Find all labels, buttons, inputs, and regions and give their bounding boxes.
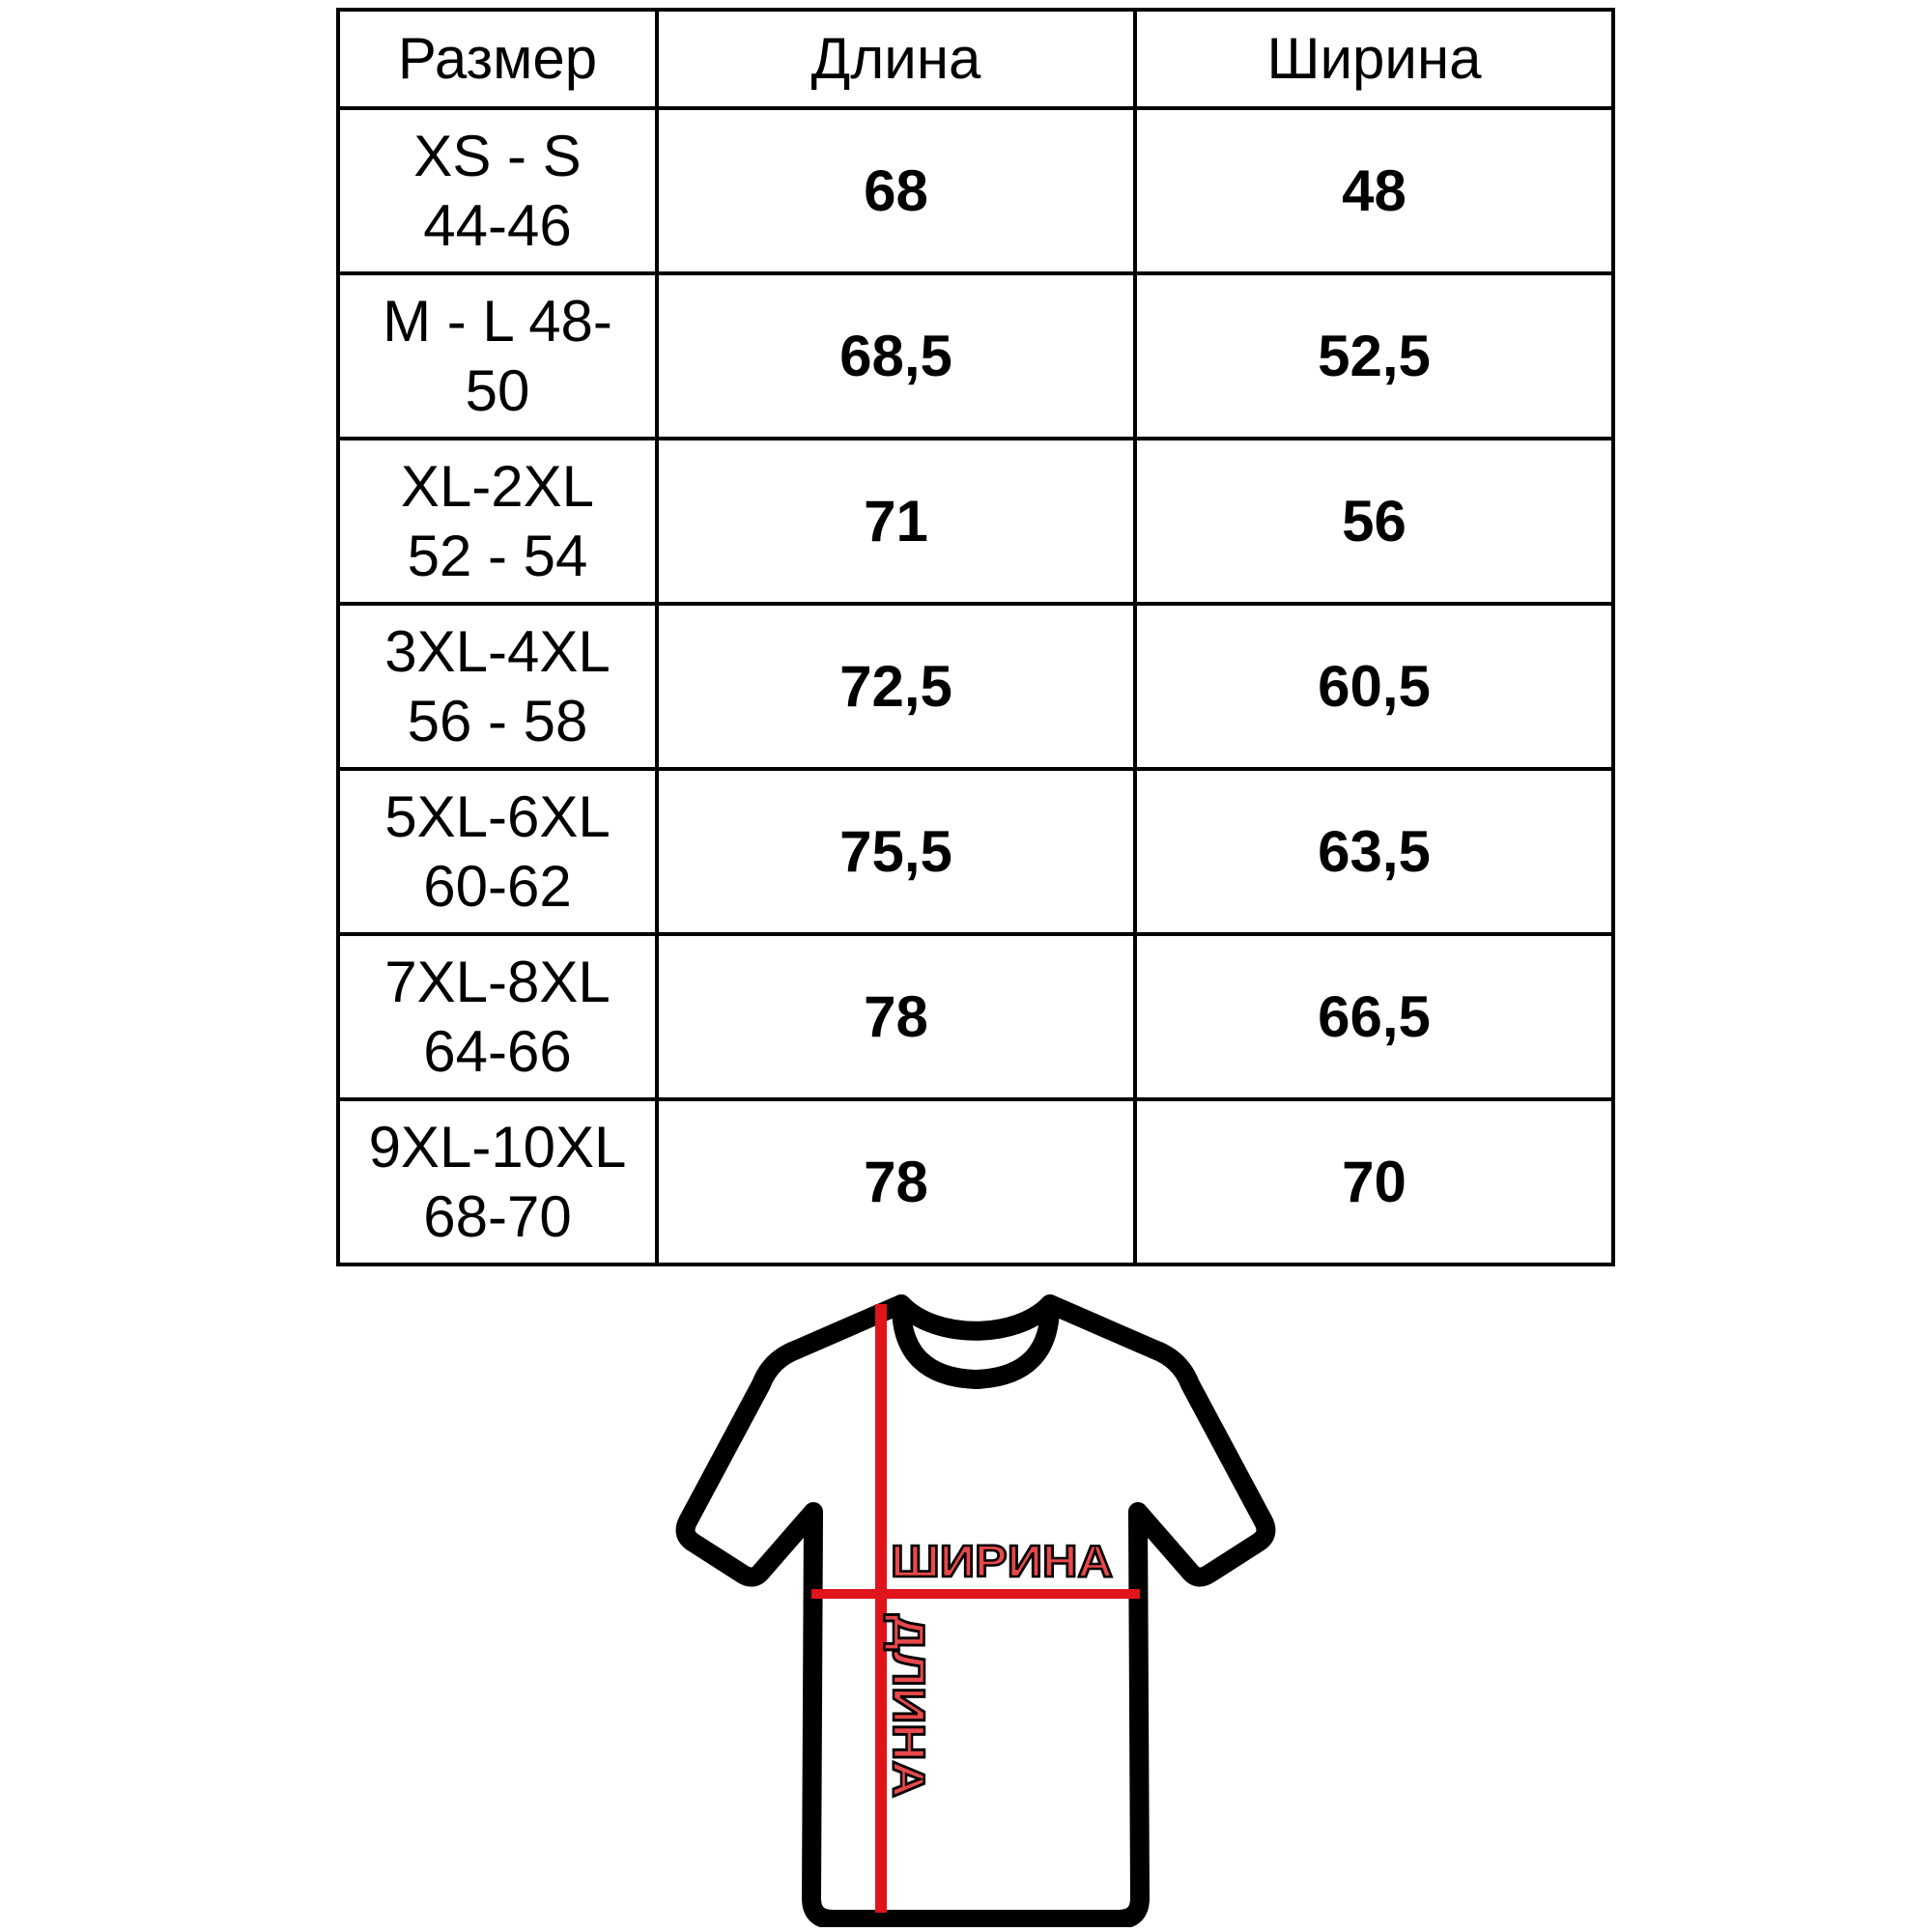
size-cell: 5XL-6XL 60-62 <box>338 769 657 934</box>
table-row <box>338 273 1613 439</box>
header-length: Длина <box>657 10 1135 108</box>
table-row <box>338 934 1613 1099</box>
length-label: ДЛИНА <box>884 1614 934 1774</box>
width-cell: 56 <box>1135 439 1613 604</box>
table-header-row <box>338 10 1613 108</box>
tshirt-measurement-diagram <box>667 1290 1285 1927</box>
header-size: Размер <box>338 10 657 108</box>
tshirt-outline-icon <box>686 1304 1266 1919</box>
table-row <box>338 769 1613 934</box>
width-cell: 66,5 <box>1135 934 1613 1099</box>
width-cell: 63,5 <box>1135 769 1613 934</box>
length-cell: 71 <box>657 439 1135 604</box>
size-cell: 9XL-10XL 68-70 <box>338 1099 657 1264</box>
length-cell: 78 <box>657 934 1135 1099</box>
table-row <box>338 1099 1613 1264</box>
size-cell: XL-2XL 52 - 54 <box>338 439 657 604</box>
width-cell: 70 <box>1135 1099 1613 1264</box>
length-cell: 68,5 <box>657 273 1135 439</box>
length-cell: 68 <box>657 108 1135 273</box>
header-width: Ширина <box>1135 10 1613 108</box>
table-row <box>338 439 1613 604</box>
length-cell: 75,5 <box>657 769 1135 934</box>
size-cell: 7XL-8XL 64-66 <box>338 934 657 1099</box>
length-cell: 72,5 <box>657 604 1135 769</box>
width-cell: 48 <box>1135 108 1613 273</box>
size-chart-table <box>336 8 1615 1266</box>
width-label: ШИРИНА <box>891 1536 1113 1586</box>
table-row <box>338 108 1613 273</box>
width-cell: 60,5 <box>1135 604 1613 769</box>
size-cell: XS - S 44-46 <box>338 108 657 273</box>
size-cell: 3XL-4XL 56 - 58 <box>338 604 657 769</box>
size-cell: M - L 48- 50 <box>338 273 657 439</box>
table-row <box>338 604 1613 769</box>
length-cell: 78 <box>657 1099 1135 1264</box>
width-cell: 52,5 <box>1135 273 1613 439</box>
